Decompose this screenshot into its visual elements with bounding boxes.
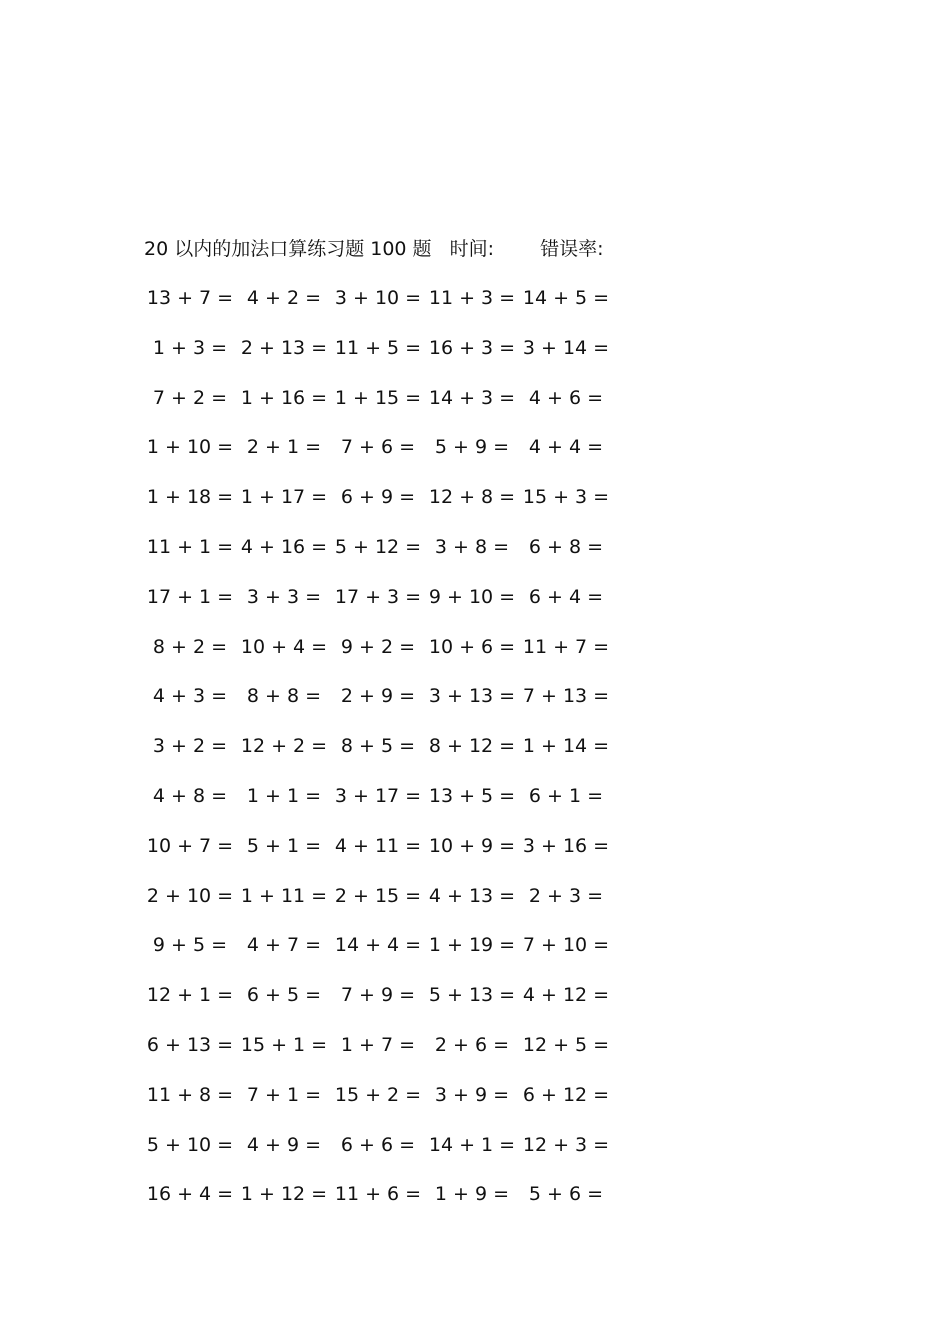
addition-problem: 4 + 6 = (528, 386, 604, 409)
addition-problem: 2 + 10 = (146, 884, 234, 907)
addition-problem: 4 + 7 = (246, 934, 322, 957)
addition-problem: 14 + 4 = (334, 934, 422, 957)
addition-problem: 5 + 10 = (146, 1133, 234, 1156)
addition-problem: 8 + 8 = (246, 685, 322, 708)
problem-row (143, 1031, 623, 1081)
error-rate-label: 错误率: (540, 238, 604, 260)
problem-row (143, 334, 623, 384)
problem-row (143, 931, 623, 981)
problem-row (143, 981, 623, 1031)
addition-problem: 2 + 1 = (246, 436, 322, 459)
addition-problem: 8 + 5 = (340, 735, 416, 758)
addition-problem: 11 + 7 = (522, 635, 610, 658)
problem-row (143, 882, 623, 932)
problem-row (143, 384, 623, 434)
addition-problem: 10 + 6 = (428, 635, 516, 658)
addition-problem: 1 + 10 = (146, 436, 234, 459)
problem-row (143, 1131, 623, 1181)
addition-problem: 5 + 13 = (428, 984, 516, 1007)
addition-problem: 12 + 3 = (522, 1133, 610, 1156)
addition-problem: 11 + 6 = (334, 1183, 422, 1206)
addition-problem: 1 + 16 = (240, 386, 328, 409)
addition-problem: 9 + 2 = (340, 635, 416, 658)
addition-problem: 3 + 10 = (334, 287, 422, 309)
addition-problem: 15 + 2 = (334, 1083, 422, 1106)
addition-problem: 7 + 1 = (246, 1083, 322, 1106)
addition-problem: 7 + 6 = (340, 436, 416, 459)
addition-problem: 11 + 8 = (146, 1083, 234, 1106)
problem-row (143, 1180, 623, 1230)
addition-problem: 3 + 17 = (334, 784, 422, 807)
addition-problem: 4 + 12 = (522, 984, 610, 1007)
addition-problem: 1 + 9 = (434, 1183, 510, 1206)
addition-problem: 17 + 3 = (334, 585, 422, 608)
addition-problem: 16 + 4 = (146, 1183, 234, 1206)
addition-problem: 4 + 2 = (246, 287, 322, 309)
addition-problem: 1 + 17 = (240, 486, 328, 509)
addition-problem: 14 + 5 = (522, 287, 610, 309)
addition-problem: 11 + 3 = (428, 287, 516, 309)
addition-problem: 1 + 19 = (428, 934, 516, 957)
addition-problem: 5 + 12 = (334, 535, 422, 558)
addition-problem: 11 + 5 = (334, 336, 422, 359)
addition-problem: 7 + 9 = (340, 984, 416, 1007)
addition-problem: 6 + 5 = (246, 984, 322, 1007)
addition-problem: 1 + 12 = (240, 1183, 328, 1206)
addition-problem: 2 + 9 = (340, 685, 416, 708)
addition-problem: 11 + 1 = (146, 535, 234, 558)
addition-problem: 6 + 4 = (528, 585, 604, 608)
problem-row (143, 483, 623, 533)
addition-problem: 13 + 7 = (146, 287, 234, 309)
problem-row (143, 433, 623, 483)
addition-problem: 6 + 1 = (528, 784, 604, 807)
worksheet-header (144, 236, 603, 262)
addition-problem: 1 + 15 = (334, 386, 422, 409)
problem-row (143, 1081, 623, 1131)
addition-problem: 4 + 8 = (152, 784, 228, 807)
addition-problem: 12 + 1 = (146, 984, 234, 1007)
problem-row (143, 533, 623, 583)
addition-problem: 4 + 11 = (334, 834, 422, 857)
addition-problem: 3 + 16 = (522, 834, 610, 857)
problem-row (143, 633, 623, 683)
addition-problem: 8 + 12 = (428, 735, 516, 758)
addition-problem: 12 + 8 = (428, 486, 516, 509)
problem-grid (143, 284, 623, 1230)
addition-problem: 9 + 10 = (428, 585, 516, 608)
addition-problem: 12 + 5 = (522, 1033, 610, 1056)
addition-problem: 6 + 12 = (522, 1083, 610, 1106)
addition-problem: 4 + 16 = (240, 535, 328, 558)
addition-problem: 1 + 14 = (522, 735, 610, 758)
addition-problem: 6 + 13 = (146, 1033, 234, 1056)
addition-problem: 2 + 15 = (334, 884, 422, 907)
addition-problem: 4 + 13 = (428, 884, 516, 907)
addition-problem: 6 + 6 = (340, 1133, 416, 1156)
addition-problem: 4 + 3 = (152, 685, 228, 708)
problem-row (143, 682, 623, 732)
problem-row (143, 832, 623, 882)
addition-problem: 3 + 14 = (522, 336, 610, 359)
addition-problem: 17 + 1 = (146, 585, 234, 608)
addition-problem: 15 + 1 = (240, 1033, 328, 1056)
addition-problem: 3 + 2 = (152, 735, 228, 758)
addition-problem: 8 + 2 = (152, 635, 228, 658)
addition-problem: 1 + 18 = (146, 486, 234, 509)
addition-problem: 9 + 5 = (152, 934, 228, 957)
addition-problem: 3 + 13 = (428, 685, 516, 708)
addition-problem: 10 + 7 = (146, 834, 234, 857)
addition-problem: 2 + 6 = (434, 1033, 510, 1056)
addition-problem: 12 + 2 = (240, 735, 328, 758)
addition-problem: 5 + 6 = (528, 1183, 604, 1206)
addition-problem: 1 + 3 = (152, 336, 228, 359)
addition-problem: 4 + 9 = (246, 1133, 322, 1156)
addition-problem: 10 + 9 = (428, 834, 516, 857)
addition-problem: 1 + 1 = (246, 784, 322, 807)
addition-problem: 1 + 11 = (240, 884, 328, 907)
worksheet-title: 20 以内的加法口算练习题 100 题 (144, 238, 432, 260)
problem-row (143, 732, 623, 782)
time-label: 时间: (449, 238, 495, 260)
addition-problem: 7 + 13 = (522, 685, 610, 708)
addition-problem: 3 + 3 = (246, 585, 322, 608)
addition-problem: 5 + 9 = (434, 436, 510, 459)
addition-problem: 5 + 1 = (246, 834, 322, 857)
problem-row (143, 583, 623, 633)
addition-problem: 14 + 1 = (428, 1133, 516, 1156)
addition-problem: 2 + 3 = (528, 884, 604, 907)
addition-problem: 3 + 8 = (434, 535, 510, 558)
addition-problem: 1 + 7 = (340, 1033, 416, 1056)
addition-problem: 16 + 3 = (428, 336, 516, 359)
addition-problem: 15 + 3 = (522, 486, 610, 509)
addition-problem: 7 + 2 = (152, 386, 228, 409)
addition-problem: 10 + 4 = (240, 635, 328, 658)
addition-problem: 6 + 8 = (528, 535, 604, 558)
addition-problem: 3 + 9 = (434, 1083, 510, 1106)
problem-row (143, 284, 623, 334)
addition-problem: 7 + 10 = (522, 934, 610, 957)
addition-problem: 6 + 9 = (340, 486, 416, 509)
addition-problem: 14 + 3 = (428, 386, 516, 409)
addition-problem: 4 + 4 = (528, 436, 604, 459)
addition-problem: 2 + 13 = (240, 336, 328, 359)
addition-problem: 13 + 5 = (428, 784, 516, 807)
problem-row (143, 782, 623, 832)
